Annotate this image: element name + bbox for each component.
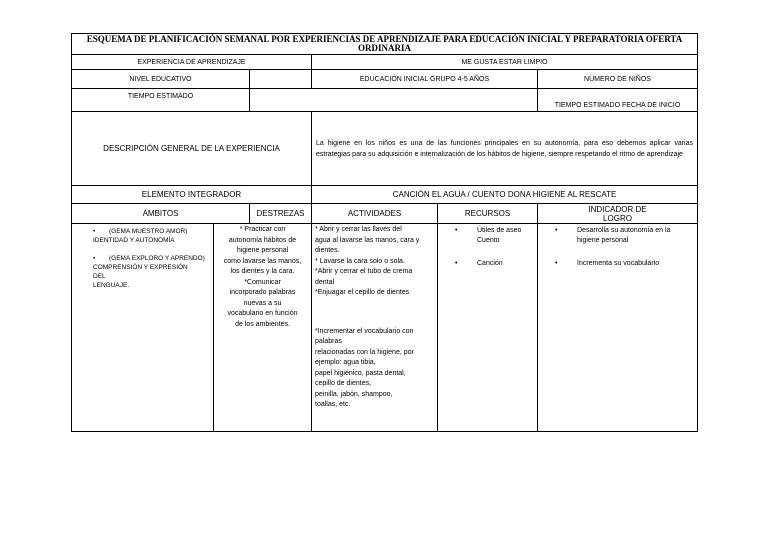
header-ambitos: ÁMBITOS <box>72 204 250 224</box>
recursos-cell <box>438 224 538 432</box>
header-actividades: ACTIVIDADES <box>312 204 438 224</box>
nivel-label: NIVEL EDUCATIVO <box>72 70 250 89</box>
indicadores-cell <box>538 224 698 432</box>
planning-table <box>71 33 698 432</box>
destrezas-cell: * Practicar con autonomía hábitos de higiene personal como lavarse las manos, los dientes y la cara. *Comunicar incorporado palabras nuevas a su vocabulario en función de los ambientes. <box>214 224 312 432</box>
indicador-item: • Desarrolla su autonomía en la higiene personal <box>541 226 694 246</box>
ambito-item: • (GEMA MUESTRO AMOR) IDENTIDAD Y AUTONOMÍA <box>75 227 210 245</box>
header-destrezas: DESTREZAS <box>250 204 312 224</box>
elemento-label: ELEMENTO INTEGRADOR <box>72 186 312 204</box>
experiencia-label: EXPERIENCIA DE APRENDIZAJE <box>72 55 312 70</box>
recurso-item: • Útiles de aseo Cuento <box>441 226 534 246</box>
recurso-item: • Canción <box>441 259 534 269</box>
header-indicador: INDICADOR DE LOGRO <box>538 204 698 224</box>
descripcion-label: DESCRIPCIÓN GENERAL DE LA EXPERIENCIA <box>72 112 312 186</box>
experiencia-value: ME GUSTA ESTAR LIMPIO <box>312 55 698 70</box>
fecha-inicio-label: TIEMPO ESTIMADO FECHA DE INICIO <box>538 89 698 112</box>
ambitos-cell <box>72 224 214 432</box>
numero-ninos-label: NÚMERO DE NIÑOS <box>538 70 698 89</box>
header-recursos: RECURSOS <box>438 204 538 224</box>
actividades-cell: * Abrir y cerrar las llaves del agua al lavarse las manos, cara y dientes. * Lavarse la cara solo o sola. *Abrir y cerrar el tubo de crema dental *Enjuagar el cepillo de dientes *Incrementar el vocabulario con palabras relacionadas con la higiene, por ejemplo: agua tibia, papel higiénico, pasta dental, cepillo de dientes, peinilla, jabón, shampoo, toallas, etc. <box>312 224 438 432</box>
nivel-value: EDUCACIÓN INICIAL GRUPO 4-5 AÑOS <box>312 70 538 89</box>
ambito-item: • (GEMA EXPLORO Y APRENDO) COMPRENSIÓN Y EXPRESIÓN DEL LENGUAJE. <box>75 254 210 290</box>
descripcion-text: La higiene en los niños es una de las funciones principales en su autonomía, para eso debemos aplicar varias estrategias para su adquisición e internalización de los hábitos de higiene, siempre respetando el ritmo de aprendizaje <box>312 112 698 186</box>
indicador-item: • Incrementa su vocabulario <box>541 259 694 269</box>
planning-sheet <box>71 33 697 432</box>
page-title: ESQUEMA DE PLANIFICACIÓN SEMANAL POR EXPERIENCIAS DE APRENDIZAJE PARA EDUCACIÓN INICIAL Y PREPARATORIA OFERTA ORDINARIA <box>72 34 698 55</box>
elemento-value: CANCIÓN EL AGUA / CUENTO DONA HIGIENE AL RESCATE <box>312 186 698 204</box>
tiempo-label: TIEMPO ESTIMADO <box>72 89 250 112</box>
tiempo-value <box>250 89 538 112</box>
